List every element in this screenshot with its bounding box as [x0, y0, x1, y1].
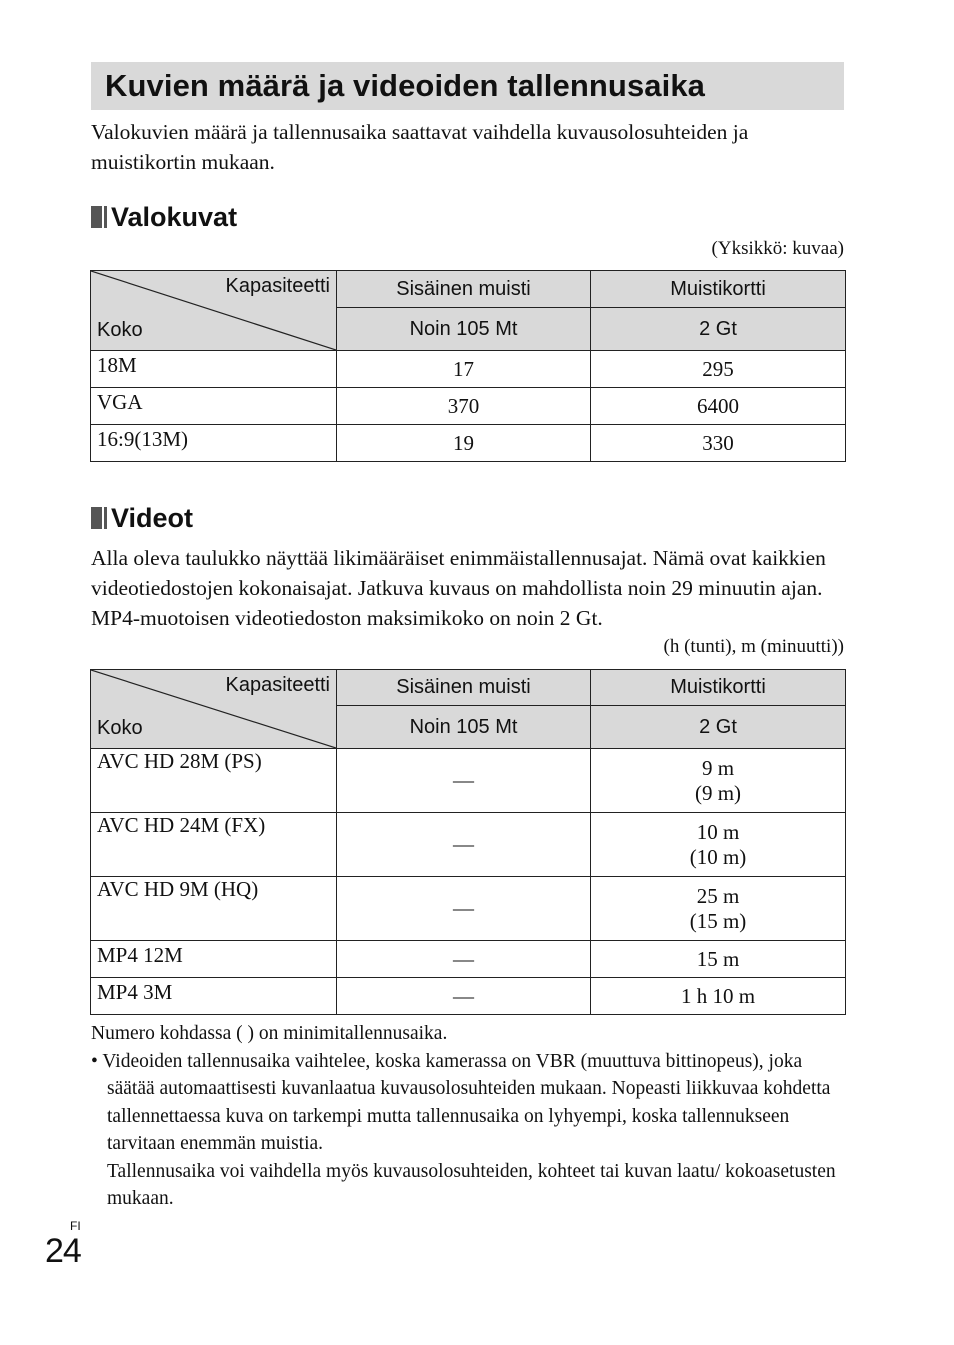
- internal-value-cell: —: [337, 749, 591, 813]
- section-videos-heading: [91, 503, 193, 534]
- card-value-cell: [591, 813, 846, 877]
- internal-value-cell: —: [337, 813, 591, 877]
- table-row: [91, 749, 846, 813]
- card-min-time: (15 m): [689, 908, 747, 933]
- language-code: FI: [70, 1219, 81, 1233]
- memory-card-size: 2 Gt: [591, 706, 846, 749]
- card-time: 10 m: [696, 819, 740, 844]
- internal-memory-header: Sisäinen muisti: [337, 670, 591, 706]
- memory-card-header: Muistikortti: [591, 271, 846, 308]
- internal-value-cell: —: [337, 978, 591, 1015]
- bullet-icon: •: [91, 1050, 98, 1072]
- card-value-cell: 15 m: [591, 941, 846, 978]
- size-cell: AVC HD 9M (HQ): [91, 877, 337, 941]
- page-number: 24: [45, 1232, 81, 1270]
- table-row: [91, 813, 846, 877]
- table-row: [91, 425, 846, 462]
- videos-table: [90, 669, 846, 1015]
- card-time: 25 m: [696, 883, 740, 908]
- photos-table: [90, 270, 846, 462]
- bullet-continuation: Tallennusaika voi vaihdella myös kuvausolosuhteiden, kohteet tai kuvan laatu/ kokoasetusten mukaan.: [107, 1160, 836, 1209]
- card-value-cell: 295: [591, 351, 846, 388]
- capacity-label: Kapasiteetti: [225, 275, 330, 297]
- videos-intro-paragraph: Alla oleva taulukko näyttää likimääräiset enimmäistallennusajat. Nämä ovat kaikkien videotiedostojen kokonaisajat. Jatkuva kuvaus on mahdollista noin 29 minuutin ajan. MP4-muotoisen videotiedoston maksimikoko on noin 2 Gt.: [91, 546, 826, 630]
- internal-value-cell: —: [337, 877, 591, 941]
- section-photos-heading: [91, 202, 237, 233]
- capacity-label: Kapasiteetti: [225, 674, 330, 696]
- size-label: Koko: [97, 319, 143, 341]
- page-title: Kuvien määrä ja videoiden tallennusaika: [105, 68, 706, 103]
- videos-diagonal-header: [91, 670, 337, 749]
- internal-value-cell: 17: [337, 351, 591, 388]
- table-row: [91, 941, 846, 978]
- notes-section: [91, 1020, 851, 1213]
- section-photos-label: Valokuvat: [111, 202, 238, 232]
- table-row: [91, 351, 846, 388]
- card-min-time: (10 m): [689, 844, 747, 869]
- table-row: [91, 978, 846, 1015]
- internal-value-cell: 370: [337, 388, 591, 425]
- intro-paragraph: Valokuvien määrä ja tallennusaika saattavat vaihdella kuvausolosuhteiden ja muistikortin mukaan.: [91, 120, 749, 174]
- size-cell: MP4 12M: [91, 941, 337, 978]
- videos-unit-note: (h (tunti), m (minuutti)): [663, 636, 844, 657]
- card-value-cell: 6400: [591, 388, 846, 425]
- card-value-cell: [591, 877, 846, 941]
- size-cell: 16:9(13M): [91, 425, 337, 462]
- size-cell: AVC HD 24M (FX): [91, 813, 337, 877]
- section-marker-icon: [91, 507, 104, 529]
- section-marker-icon: [91, 206, 104, 228]
- card-value-cell: 330: [591, 425, 846, 462]
- size-cell: MP4 3M: [91, 978, 337, 1015]
- internal-value-cell: 19: [337, 425, 591, 462]
- size-cell: AVC HD 28M (PS): [91, 749, 337, 813]
- card-min-time: (9 m): [694, 780, 742, 805]
- internal-memory-size: Noin 105 Mt: [337, 706, 591, 749]
- internal-memory-header: Sisäinen muisti: [337, 271, 591, 308]
- internal-value-cell: —: [337, 941, 591, 978]
- section-videos-label: Videot: [111, 503, 194, 533]
- photos-unit-note: (Yksikkö: kuvaa): [711, 238, 844, 259]
- bullet-item: [91, 1048, 851, 1158]
- internal-memory-size: Noin 105 Mt: [337, 308, 591, 351]
- bullet-text: Videoiden tallennusaika vaihtelee, koska kamerassa on VBR (muuttuva bittinopeus), joka säätää automaattisesti kuvanlaatua kuvausolosuhteiden mukaan. Nopeasti liikkuvaa kohdetta tallennettaessa kuva on tarkempi mutta tallennusaika on lyhyempi, koska tallennukseen tarvitaan enemmän muistia.: [102, 1050, 831, 1154]
- size-cell: 18M: [91, 351, 337, 388]
- table-row: [91, 388, 846, 425]
- title-bar: [91, 62, 844, 110]
- card-time: 9 m: [701, 755, 735, 780]
- memory-card-size: 2 Gt: [591, 308, 846, 351]
- card-value-cell: 1 h 10 m: [591, 978, 846, 1015]
- photos-diagonal-header: [91, 271, 337, 351]
- min-time-note: Numero kohdassa ( ) on minimitallennusaika.: [91, 1023, 448, 1044]
- table-row: [91, 877, 846, 941]
- size-cell: VGA: [91, 388, 337, 425]
- size-label: Koko: [97, 717, 143, 739]
- memory-card-header: Muistikortti: [591, 670, 846, 706]
- card-value-cell: [591, 749, 846, 813]
